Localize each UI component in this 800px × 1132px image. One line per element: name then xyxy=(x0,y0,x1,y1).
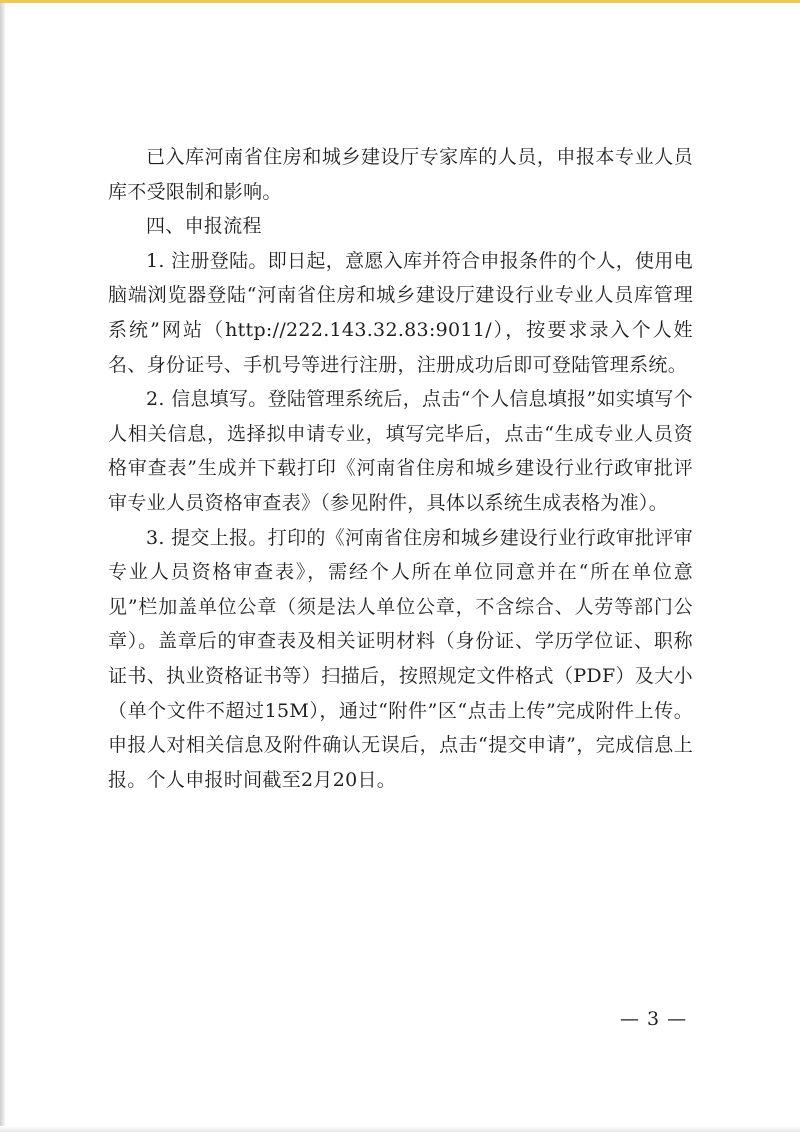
page-number: — 3 — xyxy=(620,1008,688,1030)
scan-bottom-edge xyxy=(0,1126,800,1132)
section-heading-application-process: 四、申报流程 xyxy=(146,215,262,238)
paragraph-step-3-submission: 3. 提交上报。打印的《河南省住房和城乡建设行业行政审批评审专业人员资格审查表》，需经个人所在单位同意并在“所在单位意见”栏加盖单位公章（须是法人单位公章，不含综合、人劳等部门公章）。盖章后的审查表及相关证明材料（身份证、学历学位证、职称证书、执业资格证书等）扫描后，按照规定文件格式（PDF）及大小（单个文件不超过15M），通过“附件”区“点击上传”完成附件上传。申报人对相关信息及附件确认无误后，点击“提交申请”，完成信息上报。个人申报时间截至2月20日。 xyxy=(108,526,693,791)
paragraph-expert-pool-note: 已入库河南省住房和城乡建设厅专家库的人员，申报本专业人员库不受限制和影响。 xyxy=(108,146,693,203)
scan-top-edge xyxy=(0,0,800,3)
document-body xyxy=(108,140,693,797)
paragraph-step-2-information-entry: 2. 信息填写。登陆管理系统后，点击“个人信息填报”如实填写个人相关信息，选择拟申请专业，填写完毕后，点击“生成专业人员资格审查表”生成并下载打印《河南省住房和城乡建设行业行政审批评审专业人员资格审查表》（参见附件，具体以系统生成表格为准）。 xyxy=(108,388,693,514)
scan-left-edge xyxy=(0,0,5,1132)
paragraph-step-1-registration: 1. 注册登陆。即日起，意愿入库并符合申报条件的个人，使用电脑端浏览器登陆“河南省住房和城乡建设厅建设行业专业人员库管理系统”网站（http://222.143.32.83:9011/），按要求录入个人姓名、身份证号、手机号等进行注册，注册成功后即可登陆管理系统。 xyxy=(108,249,693,376)
